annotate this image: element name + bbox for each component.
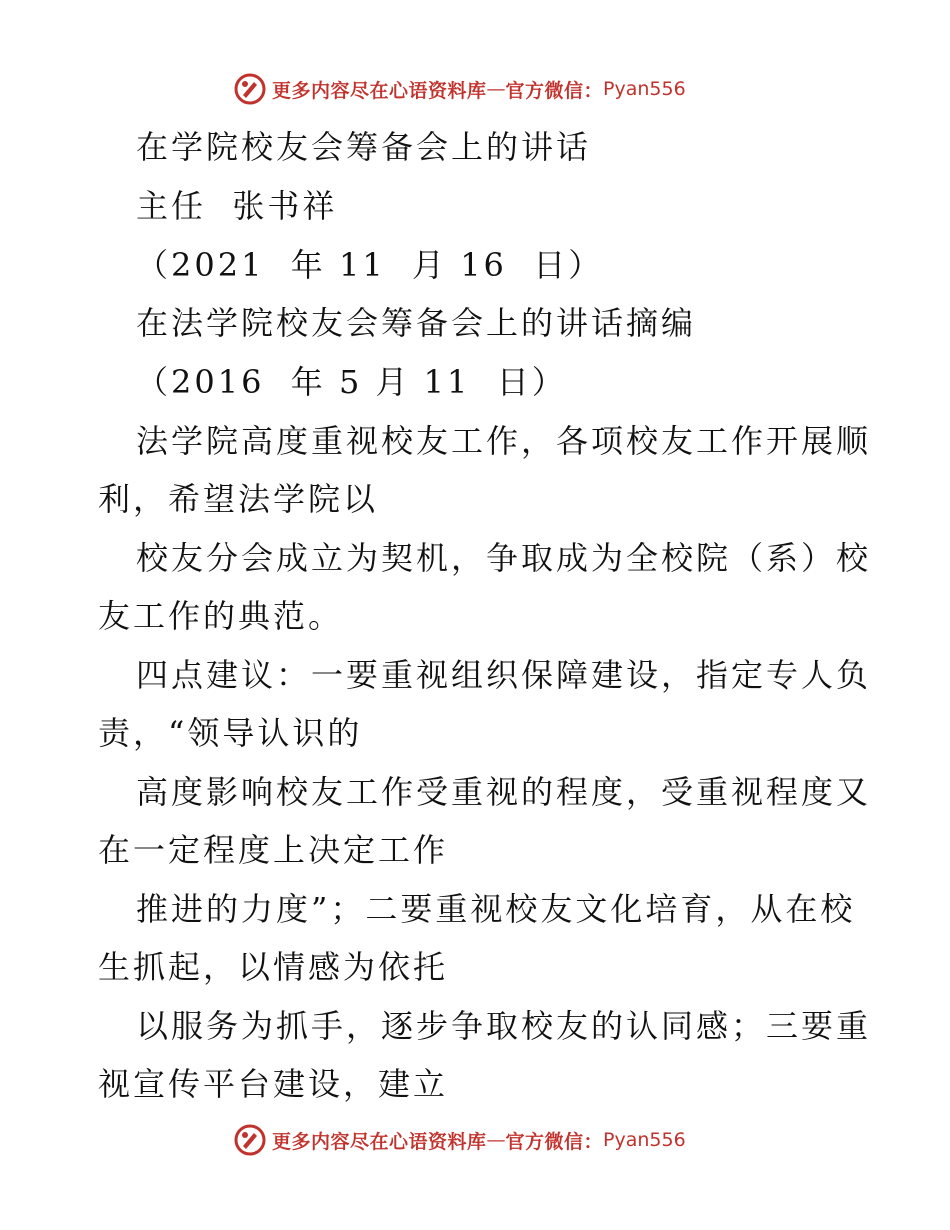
seal-icon bbox=[234, 1124, 266, 1156]
paragraph-line: 法学院高度重视校友工作，各项校友工作开展顺 bbox=[136, 422, 872, 460]
watermark-suffix: 官方微信： bbox=[505, 1130, 604, 1153]
watermark-text: 更多内容尽在心语资料库 bbox=[272, 1130, 487, 1153]
paragraph-line: 四点建议：一要重视组织保障建设，指定专人负 bbox=[136, 656, 872, 694]
excerpt-title: 在法学院校友会筹备会上的讲话摘编 bbox=[136, 304, 697, 342]
paragraph-line: 以服务为抓手，逐步争取校友的认同感；三要重 bbox=[136, 1007, 872, 1045]
paragraph-line: 利，希望法学院以 bbox=[98, 480, 379, 518]
excerpt-date-line: （2016 年 5 月 11 日） bbox=[136, 363, 567, 401]
header-watermark bbox=[234, 72, 714, 106]
watermark-id: Pyan556 bbox=[603, 1129, 686, 1151]
seal-icon bbox=[234, 73, 266, 105]
speaker-line: 主任 张书祥 bbox=[136, 187, 338, 225]
paragraph-line: 视宣传平台建设，建立 bbox=[98, 1065, 449, 1103]
watermark-dash: — bbox=[486, 1129, 506, 1151]
paragraph-line: 校友分会成立为契机，争取成为全校院（系）校 bbox=[136, 539, 872, 577]
paragraph-line: 生抓起，以情感为依托 bbox=[98, 948, 449, 986]
paragraph-line: 友工作的典范。 bbox=[98, 597, 344, 635]
paragraph-line: 责，“领导认识的 bbox=[98, 714, 363, 752]
footer-watermark bbox=[234, 1123, 714, 1157]
date-line: （2021 年 11 月 16 日） bbox=[136, 246, 604, 284]
watermark-dash: — bbox=[486, 78, 506, 100]
speech-title: 在学院校友会筹备会上的讲话 bbox=[136, 128, 592, 166]
watermark-id: Pyan556 bbox=[603, 78, 686, 100]
watermark-suffix: 官方微信： bbox=[505, 79, 604, 102]
paragraph-line: 推进的力度”；二要重视校友文化培育，从在校 bbox=[136, 890, 856, 928]
paragraph-line: 在一定程度上决定工作 bbox=[98, 831, 449, 869]
paragraph-line: 高度影响校友工作受重视的程度，受重视程度又 bbox=[136, 773, 872, 811]
watermark-text: 更多内容尽在心语资料库 bbox=[272, 79, 487, 102]
